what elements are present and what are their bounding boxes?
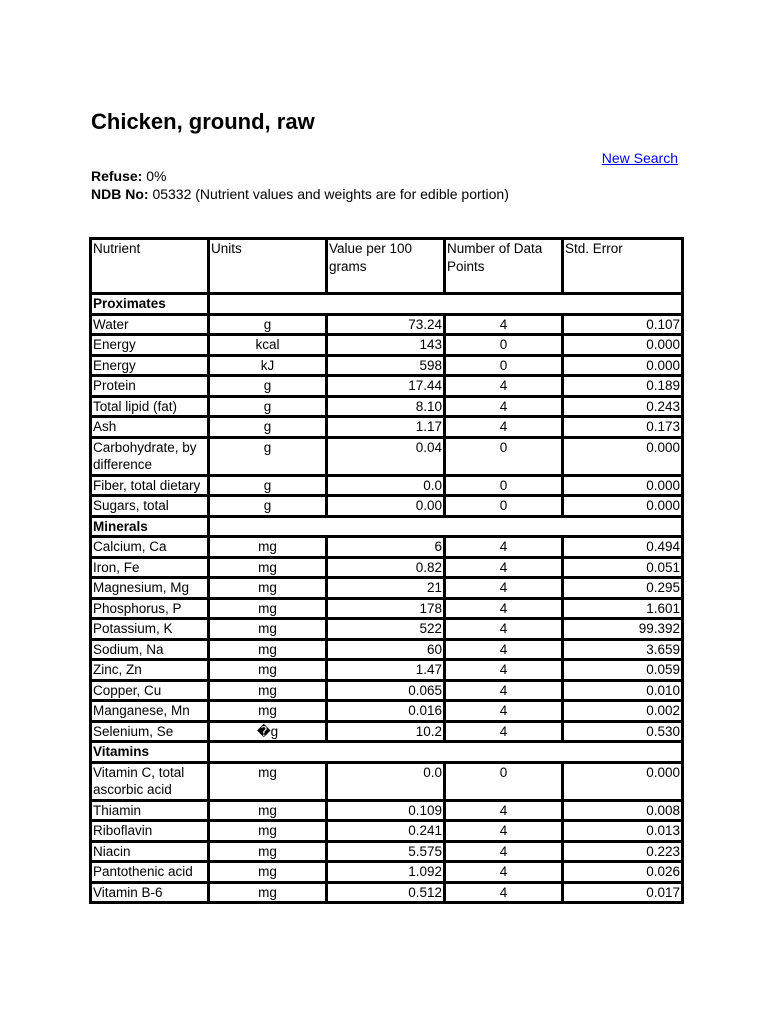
table-row	[91, 660, 683, 681]
nutrient-name: Fiber, total dietary	[91, 475, 209, 496]
new-search-link[interactable]: New Search	[601, 150, 678, 166]
nutrient-data-points: 4	[445, 821, 563, 842]
nutrient-unit: mg	[209, 578, 327, 599]
nutrient-data-points: 0	[445, 496, 563, 517]
nutrient-unit: mg	[209, 557, 327, 578]
table-row	[91, 355, 683, 376]
nutrient-data-points: 4	[445, 537, 563, 558]
section-row	[91, 742, 683, 763]
table-row	[91, 537, 683, 558]
nutrient-std-error: 0.008	[563, 800, 683, 821]
nutrient-value: 0.0	[327, 762, 445, 800]
nutrient-name: Sodium, Na	[91, 639, 209, 660]
nutrient-name: Energy	[91, 335, 209, 356]
nutrient-value: 1.17	[327, 417, 445, 438]
nutrient-name: Selenium, Se	[91, 721, 209, 742]
nutrient-name: Energy	[91, 355, 209, 376]
table-row	[91, 721, 683, 742]
nutrient-data-points: 4	[445, 701, 563, 722]
nutrient-unit: kcal	[209, 335, 327, 356]
nutrient-name: Water	[91, 314, 209, 335]
nutrient-unit: g	[209, 437, 327, 475]
table-header-row	[91, 239, 683, 294]
table-row	[91, 762, 683, 800]
refuse-value: 0%	[146, 168, 167, 184]
table-row	[91, 376, 683, 397]
header-std-error: Std. Error	[563, 239, 683, 294]
nutrient-value: 0.82	[327, 557, 445, 578]
nutrient-unit: mg	[209, 800, 327, 821]
nutrient-value: 0.0	[327, 475, 445, 496]
nutrient-std-error: 99.392	[563, 619, 683, 640]
table-row	[91, 598, 683, 619]
table-row	[91, 882, 683, 903]
nutrient-name: Carbohydrate, by difference	[91, 437, 209, 475]
nutrient-data-points: 4	[445, 376, 563, 397]
nutrient-unit: mg	[209, 762, 327, 800]
table-row	[91, 335, 683, 356]
header-units: Units	[209, 239, 327, 294]
nutrient-data-points: 0	[445, 335, 563, 356]
section-title: Proximates	[91, 294, 209, 315]
nutrient-value: 0.065	[327, 680, 445, 701]
nutrient-data-points: 4	[445, 578, 563, 599]
nutrient-unit: mg	[209, 598, 327, 619]
nutrient-value: 21	[327, 578, 445, 599]
table-row	[91, 475, 683, 496]
table-row	[91, 680, 683, 701]
table-row	[91, 821, 683, 842]
nutrient-data-points: 4	[445, 721, 563, 742]
nutrient-std-error: 0.000	[563, 475, 683, 496]
nutrient-std-error: 0.013	[563, 821, 683, 842]
nutrient-std-error: 0.010	[563, 680, 683, 701]
section-blank	[209, 294, 683, 315]
nutrient-std-error: 0.000	[563, 437, 683, 475]
nutrient-data-points: 4	[445, 396, 563, 417]
nutrient-name: Pantothenic acid	[91, 862, 209, 883]
refuse-label: Refuse:	[91, 168, 143, 184]
table-row	[91, 496, 683, 517]
nutrient-name: Magnesium, Mg	[91, 578, 209, 599]
nutrient-name: Thiamin	[91, 800, 209, 821]
nutrient-value: 5.575	[327, 841, 445, 862]
nutrient-data-points: 0	[445, 355, 563, 376]
nutrient-unit: g	[209, 376, 327, 397]
nutrient-std-error: 0.000	[563, 335, 683, 356]
table-row	[91, 619, 683, 640]
header-data-points: Number of Data Points	[445, 239, 563, 294]
nutrient-value: 8.10	[327, 396, 445, 417]
nutrient-unit: mg	[209, 841, 327, 862]
nutrient-unit: kJ	[209, 355, 327, 376]
nutrient-std-error: 0.000	[563, 496, 683, 517]
nutrient-name: Copper, Cu	[91, 680, 209, 701]
nutrient-data-points: 4	[445, 660, 563, 681]
nutrient-unit: g	[209, 496, 327, 517]
nutrient-std-error: 0.026	[563, 862, 683, 883]
nutrient-data-points: 4	[445, 680, 563, 701]
nutrient-name: Niacin	[91, 841, 209, 862]
nutrient-std-error: 0.002	[563, 701, 683, 722]
nutrient-value: 0.016	[327, 701, 445, 722]
nutrient-std-error: 0.295	[563, 578, 683, 599]
page-title: Chicken, ground, raw	[91, 109, 315, 134]
nutrient-unit: �g	[209, 721, 327, 742]
nutrient-value: 143	[327, 335, 445, 356]
nutrient-name: Iron, Fe	[91, 557, 209, 578]
table-row	[91, 701, 683, 722]
nutrient-data-points: 4	[445, 557, 563, 578]
nutrient-name: Manganese, Mn	[91, 701, 209, 722]
nutrient-value: 0.00	[327, 496, 445, 517]
nutrient-value: 60	[327, 639, 445, 660]
nutrient-value: 0.109	[327, 800, 445, 821]
nutrient-table	[89, 237, 684, 904]
table-row	[91, 800, 683, 821]
nutrient-std-error: 0.243	[563, 396, 683, 417]
nutrient-data-points: 0	[445, 437, 563, 475]
nutrient-value: 0.04	[327, 437, 445, 475]
nutrient-unit: mg	[209, 701, 327, 722]
nutrient-unit: mg	[209, 537, 327, 558]
table-row	[91, 417, 683, 438]
table-row	[91, 396, 683, 417]
nutrient-data-points: 0	[445, 475, 563, 496]
header-value: Value per 100 grams	[327, 239, 445, 294]
nutrient-std-error: 0.107	[563, 314, 683, 335]
nutrient-std-error: 1.601	[563, 598, 683, 619]
table-row	[91, 557, 683, 578]
nutrient-value: 0.512	[327, 882, 445, 903]
section-blank	[209, 742, 683, 763]
nutrient-name: Phosphorus, P	[91, 598, 209, 619]
nutrient-std-error: 0.017	[563, 882, 683, 903]
nutrient-std-error: 0.530	[563, 721, 683, 742]
nutrient-data-points: 4	[445, 800, 563, 821]
nutrient-value: 178	[327, 598, 445, 619]
nutrient-unit: mg	[209, 862, 327, 883]
table-row	[91, 841, 683, 862]
nutrient-unit: g	[209, 314, 327, 335]
nutrient-name: Calcium, Ca	[91, 537, 209, 558]
nutrient-name: Riboflavin	[91, 821, 209, 842]
nutrient-unit: mg	[209, 619, 327, 640]
nutrient-data-points: 4	[445, 417, 563, 438]
nutrient-std-error: 0.000	[563, 355, 683, 376]
nutrient-std-error: 0.059	[563, 660, 683, 681]
table-row	[91, 437, 683, 475]
nutrient-value: 522	[327, 619, 445, 640]
nutrient-std-error: 0.173	[563, 417, 683, 438]
nutrient-std-error: 0.223	[563, 841, 683, 862]
nutrient-std-error: 0.051	[563, 557, 683, 578]
nutrient-name: Protein	[91, 376, 209, 397]
section-title: Minerals	[91, 516, 209, 537]
nutrient-name: Ash	[91, 417, 209, 438]
nutrient-unit: g	[209, 417, 327, 438]
ndb-value: 05332 (Nutrient values and weights are for edible portion)	[152, 186, 509, 202]
nutrient-unit: g	[209, 396, 327, 417]
nutrient-unit: mg	[209, 639, 327, 660]
nutrient-unit: g	[209, 475, 327, 496]
nutrient-unit: mg	[209, 882, 327, 903]
nutrient-value: 0.241	[327, 821, 445, 842]
nutrient-unit: mg	[209, 660, 327, 681]
ndb-label: NDB No:	[91, 186, 149, 202]
nutrient-data-points: 4	[445, 619, 563, 640]
header-nutrient: Nutrient	[91, 239, 209, 294]
nutrient-value: 10.2	[327, 721, 445, 742]
nutrient-data-points: 4	[445, 862, 563, 883]
nutrient-name: Zinc, Zn	[91, 660, 209, 681]
nutrient-std-error: 0.494	[563, 537, 683, 558]
nutrient-data-points: 4	[445, 314, 563, 335]
table-row	[91, 314, 683, 335]
nutrient-data-points: 4	[445, 598, 563, 619]
nutrient-name: Vitamin C, total ascorbic acid	[91, 762, 209, 800]
nutrient-data-points: 4	[445, 841, 563, 862]
nutrient-value: 6	[327, 537, 445, 558]
nutrient-value: 73.24	[327, 314, 445, 335]
nutrient-name: Total lipid (fat)	[91, 396, 209, 417]
nutrient-std-error: 0.189	[563, 376, 683, 397]
section-blank	[209, 516, 683, 537]
nutrient-unit: mg	[209, 680, 327, 701]
refuse-line	[91, 167, 166, 185]
nutrient-name: Sugars, total	[91, 496, 209, 517]
nutrient-data-points: 0	[445, 762, 563, 800]
nutrient-std-error: 0.000	[563, 762, 683, 800]
nutrient-value: 17.44	[327, 376, 445, 397]
section-row	[91, 516, 683, 537]
ndb-line	[91, 185, 509, 203]
nutrient-name: Vitamin B-6	[91, 882, 209, 903]
nutrient-data-points: 4	[445, 882, 563, 903]
nutrient-std-error: 3.659	[563, 639, 683, 660]
nutrient-value: 1.092	[327, 862, 445, 883]
nutrient-value: 1.47	[327, 660, 445, 681]
section-title: Vitamins	[91, 742, 209, 763]
table-row	[91, 639, 683, 660]
table-row	[91, 578, 683, 599]
nutrient-name: Potassium, K	[91, 619, 209, 640]
section-row	[91, 294, 683, 315]
table-row	[91, 862, 683, 883]
nutrient-unit: mg	[209, 821, 327, 842]
nutrient-value: 598	[327, 355, 445, 376]
nutrient-data-points: 4	[445, 639, 563, 660]
